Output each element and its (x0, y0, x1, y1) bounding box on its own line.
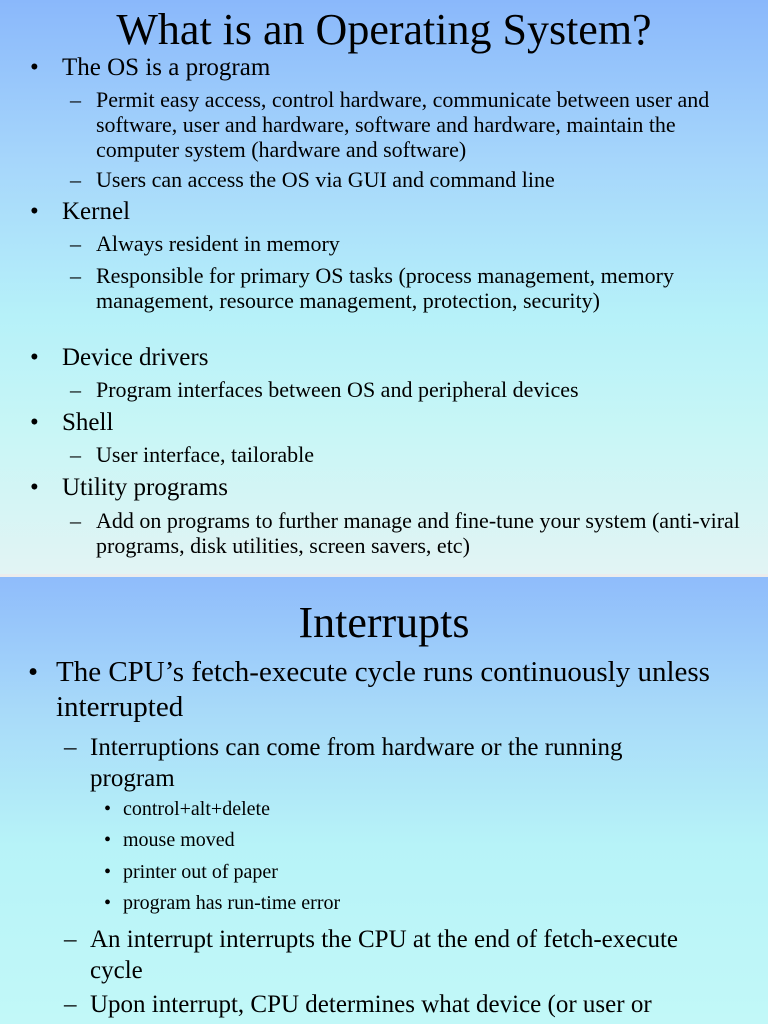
bullet-marker: • (104, 861, 112, 883)
wrapped-text: An interrupt interrupts the CPU at the end of fetch-execute cycle (90, 926, 679, 984)
bullet-os-is-a-program: The OS is a program (62, 54, 271, 81)
sub-bullet-program-interfaces: Program interfaces between OS and peripheral devices (96, 377, 579, 402)
dash-marker: – (70, 167, 81, 192)
sub-bullet-user-interface: User interface, tailorable (96, 442, 315, 467)
dash-marker: – (64, 734, 77, 761)
bullet-utility-programs: Utility programs (62, 474, 228, 501)
bullet-kernel: Kernel (62, 198, 131, 225)
wrapped-text: Permit easy access, control hardware, communicate between user and software, user and hardware, software and hardware, maintain the computer system (hardware and software) (96, 87, 710, 162)
sub-bullet-interruptions-source (90, 732, 710, 794)
dash-marker: – (70, 231, 81, 256)
slide-title: What is an Operating System? (116, 5, 652, 54)
sub-sub-bullet-mouse-moved: mouse moved (123, 829, 235, 851)
bullet-marker: • (28, 656, 39, 688)
wrapped-text: Interruptions can come from hardware or the running program (90, 734, 623, 792)
dash-marker: – (64, 926, 77, 953)
sub-bullet-resident-in-memory: Always resident in memory (96, 231, 340, 256)
sub-bullet-gui-command-line: Users can access the OS via GUI and command line (96, 167, 555, 192)
dash-marker: – (70, 508, 81, 533)
wrapped-text: Add on programs to further manage and fine-tune your system (anti-viral programs, disk utilities, screen savers, etc) (96, 508, 740, 558)
bullet-marker: • (104, 798, 112, 820)
slide-interrupts (0, 577, 768, 1024)
wrapped-text: Responsible for primary OS tasks (process management, memory management, resource management, protection, security) (96, 263, 674, 313)
sub-bullet-upon-interrupt: Upon interrupt, CPU determines what device (or user or (90, 991, 652, 1018)
bullet-marker: • (30, 198, 39, 225)
dash-marker: – (70, 442, 81, 467)
slide-title: Interrupts (298, 598, 470, 647)
bullet-marker: • (30, 474, 39, 501)
dash-marker: – (70, 263, 81, 288)
bullet-marker: • (104, 829, 112, 851)
bullet-marker: • (104, 892, 112, 914)
bullet-device-drivers: Device drivers (62, 344, 209, 371)
sub-bullet-primary-os-tasks (96, 263, 696, 313)
sub-sub-bullet-run-time-error: program has run-time error (123, 892, 341, 914)
bullet-marker: • (30, 409, 39, 436)
sub-sub-bullet-printer-out-of-paper: printer out of paper (123, 861, 278, 883)
dash-marker: – (64, 991, 77, 1018)
dash-marker: – (70, 377, 81, 402)
bullet-marker: • (30, 344, 39, 371)
sub-bullet-interrupt-at-end (90, 924, 680, 986)
sub-bullet-add-on-programs (96, 508, 756, 558)
wrapped-text: The CPU’s fetch-execute cycle runs continuously unless interrupted (56, 656, 710, 723)
bullet-marker: • (30, 54, 39, 81)
dash-marker: – (70, 87, 81, 112)
bullet-shell: Shell (62, 409, 114, 436)
bullet-fetch-execute-cycle (56, 655, 716, 725)
sub-sub-bullet-control-alt-delete: control+alt+delete (123, 798, 270, 820)
sub-bullet-permit-easy-access (96, 87, 736, 162)
